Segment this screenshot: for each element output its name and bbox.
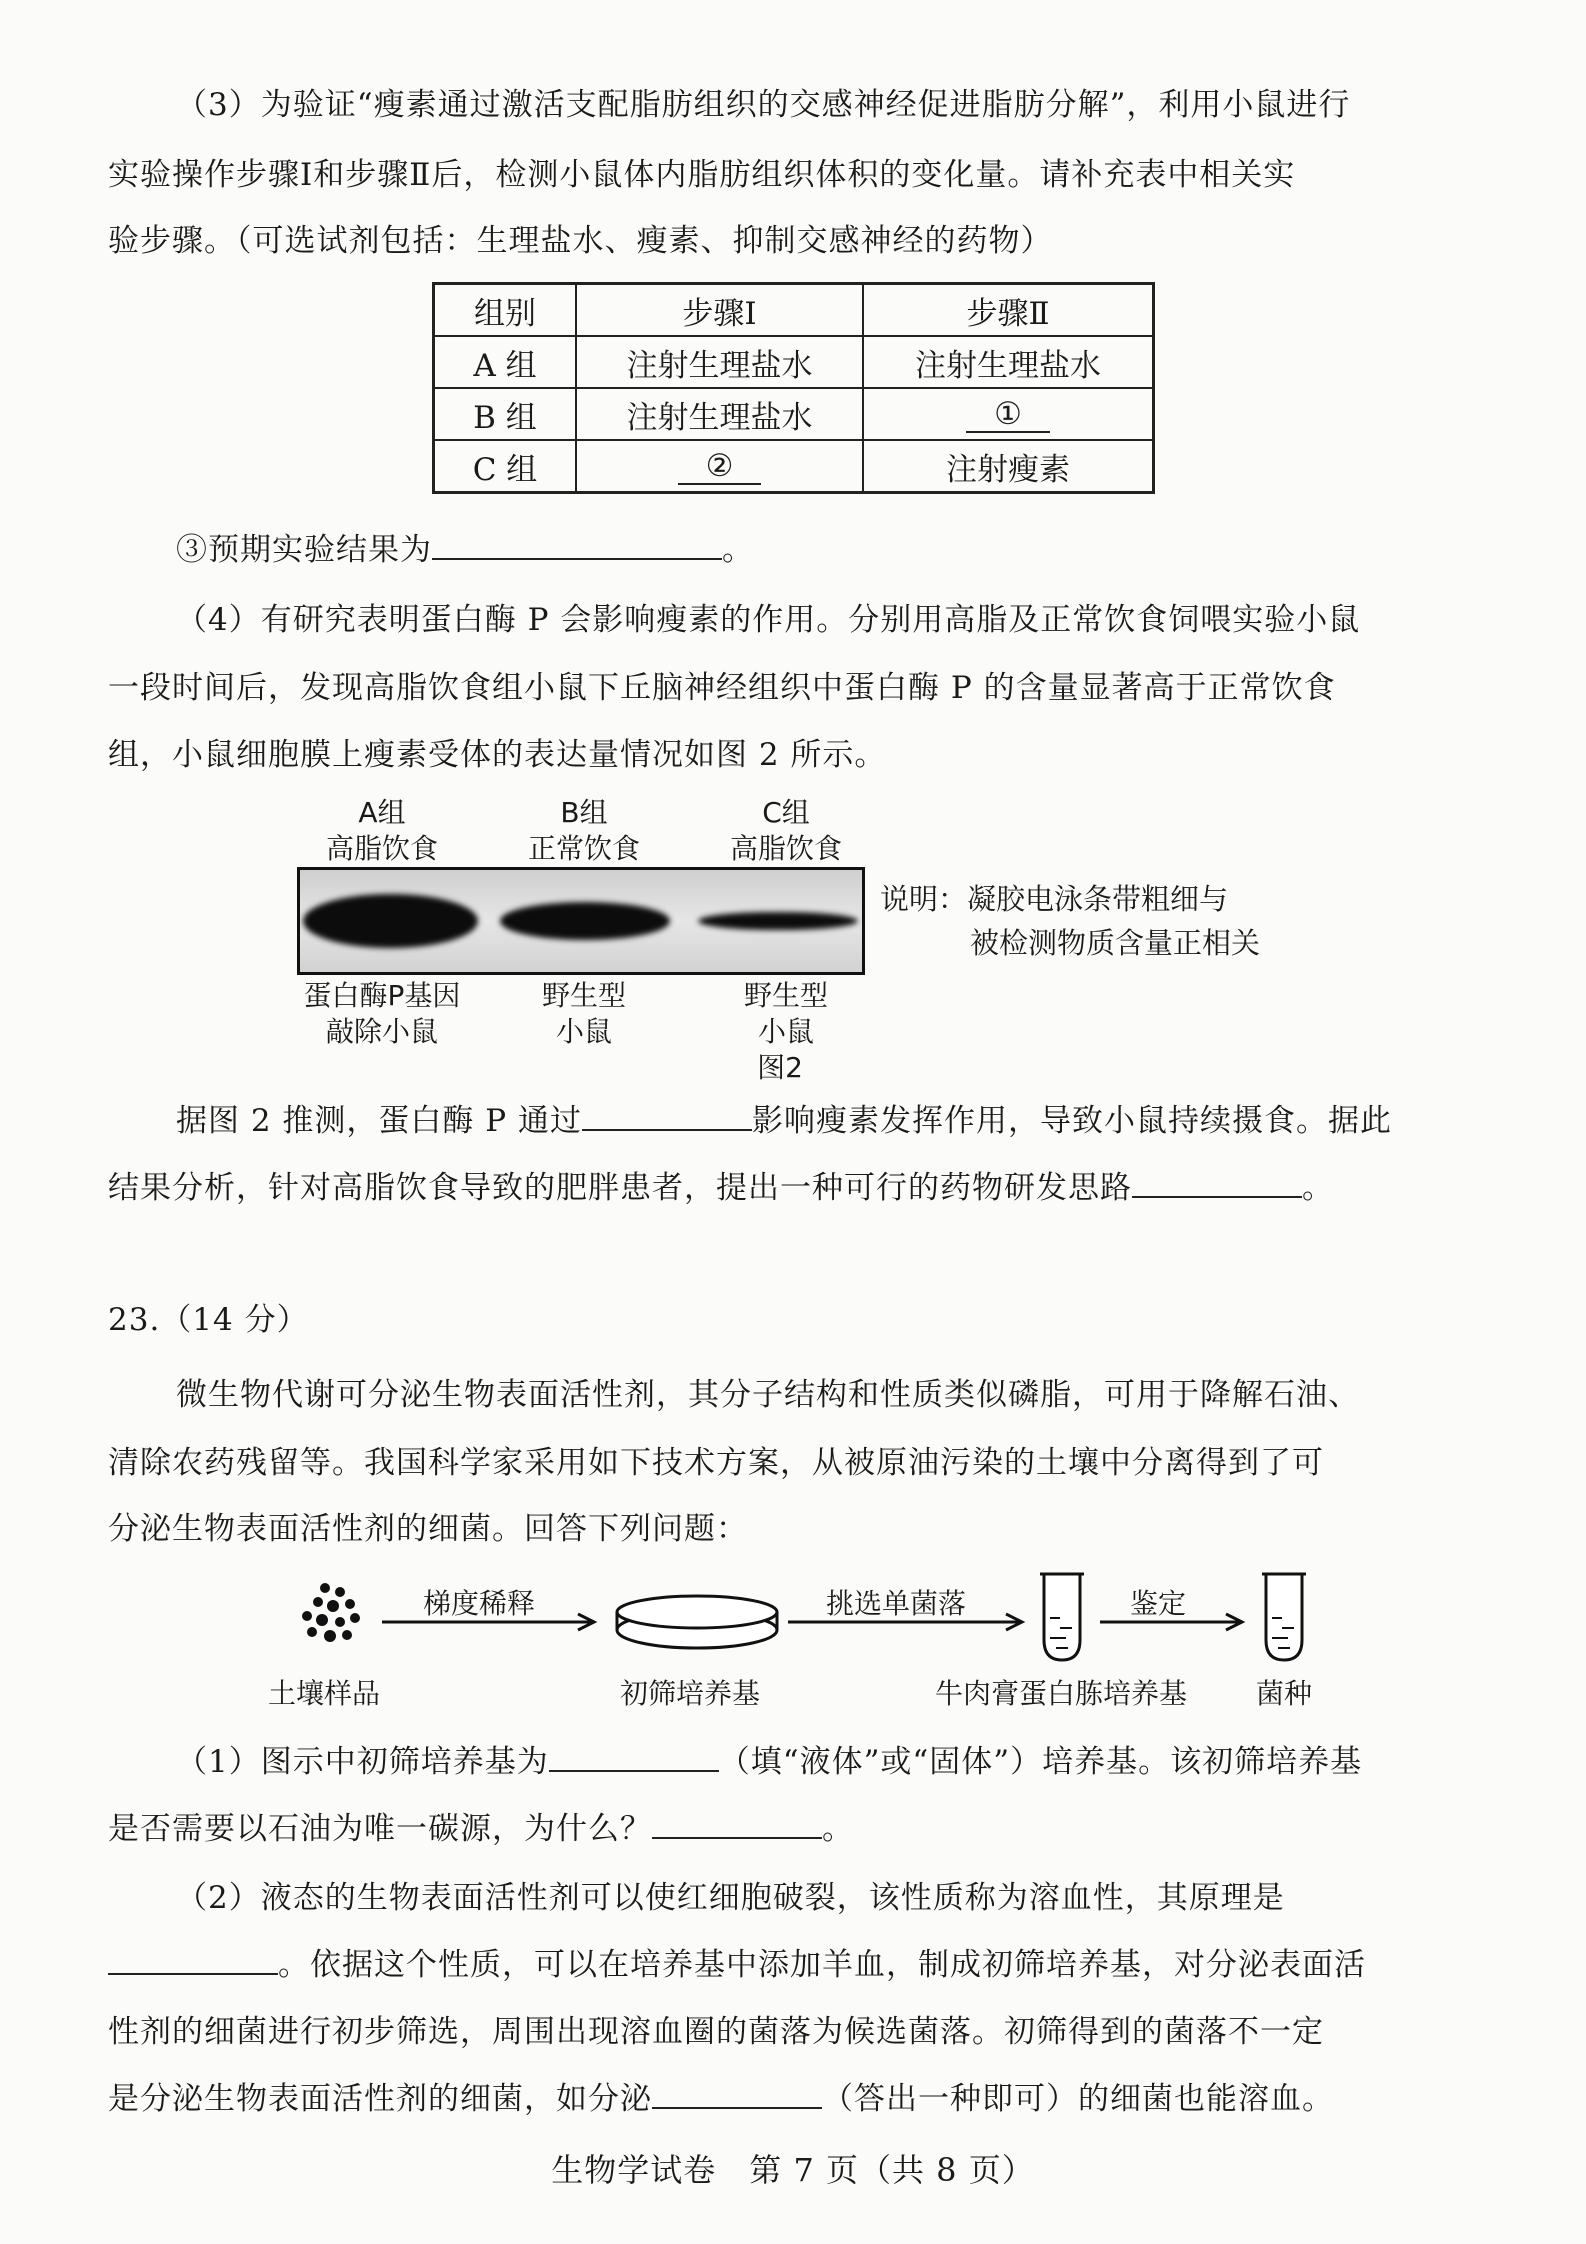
q23-intro-line1: 微生物代谢可分泌生物表面活性剂，其分子结构和性质类似磷脂，可用于降解石油、 — [176, 1377, 1360, 1413]
arrow-label: 鉴定 — [1130, 1587, 1187, 1620]
q23-intro-line2: 清除农药残留等。我国科学家采用如下技术方案，从被原油污染的土壤中分离得到了可 — [108, 1445, 1324, 1481]
q23-intro-line3: 分泌生物表面活性剂的细菌。回答下列问题： — [108, 1511, 748, 1547]
test-tube-icon — [1262, 1574, 1306, 1660]
table-header-cell: 步骤Ⅱ — [863, 284, 1154, 337]
q22-p3-line1: （3）为验证“瘦素通过激活支配脂肪组织的交感神经促进脂肪分解”，利用小鼠进行 — [176, 87, 1351, 123]
gel-band-b — [500, 902, 670, 940]
table-cell: 注射瘦素 — [863, 440, 1154, 493]
gel-electrophoresis-image — [297, 867, 865, 975]
table-cell: A 组 — [434, 336, 577, 388]
diet-label: 正常饮食 — [527, 832, 640, 865]
item-label: 牛肉膏蛋白胨培养基 — [935, 1677, 1188, 1710]
flow-diagram-graphics — [0, 1570, 1586, 1700]
q22-p3-line2: 实验操作步骤Ⅰ和步骤Ⅱ后，检测小鼠体内脂肪组织体积的变化量。请补充表中相关实 — [108, 157, 1296, 193]
table-cell: 注射生理盐水 — [576, 336, 863, 388]
item-label: 土壤样品 — [268, 1677, 381, 1710]
group-name: A组 — [358, 796, 406, 829]
test-tube-icon — [1040, 1574, 1084, 1660]
q23-q2-line3: 性剂的细菌进行初步筛选，周围出现溶血圈的菌落为候选菌落。初筛得到的菌落不一定 — [108, 2014, 1324, 2050]
answer-blank-6 — [549, 1738, 719, 1772]
diet-label: 高脂饮食 — [325, 832, 438, 865]
q23-q2-line4 — [108, 2064, 1478, 2134]
period: 。 — [722, 532, 754, 568]
answer-blank-2: ② — [678, 449, 762, 485]
gel-lane-bottom-label — [504, 978, 664, 1050]
figure-caption: 图2 — [757, 1051, 803, 1084]
answer-blank-8 — [108, 1941, 278, 1975]
q23-q2-line2 — [108, 1930, 1478, 2000]
expected-result-text: ③预期实验结果为 — [176, 532, 432, 568]
table-cell — [863, 388, 1154, 440]
q22-p4-line3: 组，小鼠细胞膜上瘦素受体的表达量情况如图 2 所示。 — [108, 737, 887, 773]
gel-lane-top-label — [504, 795, 664, 867]
diet-label: 高脂饮食 — [729, 832, 842, 865]
soil-sample-icon — [302, 1583, 360, 1642]
question-text: 影响瘦素发挥作用，导致小鼠持续摄食。据此 — [752, 1103, 1392, 1139]
arrow-label: 挑选单菌落 — [826, 1587, 967, 1620]
q22-p3-line3: 验步骤。（可选试剂包括：生理盐水、瘦素、抑制交感神经的药物） — [108, 223, 1053, 259]
gel-note — [880, 877, 1260, 965]
arrow-label: 梯度稀释 — [423, 1587, 536, 1620]
q23-heading: 23.（14 分） — [108, 1302, 309, 1338]
gel-lane-top-label — [302, 795, 462, 867]
q23-q2-line1: （2）液态的生物表面活性剂可以使红细胞破裂，该性质称为溶血性，其原理是 — [176, 1880, 1285, 1916]
table-header-cell: 步骤Ⅰ — [576, 284, 863, 337]
table-cell: C 组 — [434, 440, 577, 493]
gel-lane-top-label — [706, 795, 866, 867]
question-text: 是分泌生物表面活性剂的细菌，如分泌 — [108, 2081, 652, 2117]
period: 。 — [1302, 1170, 1334, 1206]
gel-band-a — [303, 894, 478, 948]
q22-p4-question-line2 — [108, 1153, 1478, 1223]
q22-p4-question-line1 — [108, 1086, 1478, 1156]
mouse-type: 小鼠 — [757, 1015, 814, 1048]
mouse-type: 小鼠 — [555, 1015, 612, 1048]
table-cell: B 组 — [434, 388, 577, 440]
gel-lane-bottom-label — [282, 978, 482, 1050]
question-text: 结果分析，针对高脂饮食导致的肥胖患者，提出一种可行的药物研发思路 — [108, 1170, 1132, 1206]
q23-q1-line1 — [108, 1727, 1478, 1797]
answer-blank-4 — [582, 1097, 752, 1131]
gel-band-c — [698, 912, 858, 931]
mouse-type: 蛋白酶P基因 — [303, 979, 461, 1012]
table-cell — [576, 440, 863, 493]
question-text: 。依据这个性质，可以在培养基中添加羊血，制成初筛培养基，对分泌表面活 — [278, 1947, 1366, 1983]
steps-table — [432, 282, 1155, 494]
q23-q1-line2 — [108, 1794, 1478, 1864]
question-text: 是否需要以石油为唯一碳源，为什么？ — [108, 1811, 652, 1847]
q22-expected-result — [108, 515, 1478, 585]
group-name: C组 — [762, 796, 810, 829]
mouse-type: 敲除小鼠 — [325, 1015, 438, 1048]
question-text: （填“液体”或“固体”）培养基。该初筛培养基 — [718, 1744, 1363, 1780]
group-name: B组 — [560, 796, 608, 829]
mouse-type: 野生型 — [541, 979, 626, 1012]
item-label: 菌种 — [1256, 1677, 1313, 1710]
table-row — [434, 336, 1154, 388]
answer-blank-1: ① — [966, 397, 1050, 433]
answer-blank-5 — [1132, 1164, 1302, 1198]
table-row — [434, 440, 1154, 493]
mouse-type: 野生型 — [743, 979, 828, 1012]
page-footer: 生物学试卷 第 7 页（共 8 页） — [551, 2151, 1035, 2189]
table-header-cell: 组别 — [434, 284, 577, 337]
answer-blank-7 — [652, 1805, 822, 1839]
gel-lane-bottom-label — [706, 978, 866, 1050]
petri-dish-icon — [617, 1596, 777, 1648]
q22-p4-line1: （4）有研究表明蛋白酶 P 会影响瘦素的作用。分别用高脂及正常饮食饲喂实验小鼠 — [176, 602, 1361, 638]
question-text: 据图 2 推测，蛋白酶 P 通过 — [176, 1103, 582, 1139]
table-row — [434, 388, 1154, 440]
note-line: 被检测物质含量正相关 — [970, 926, 1261, 960]
table-cell: 注射生理盐水 — [576, 388, 863, 440]
period: 。 — [822, 1811, 854, 1847]
table-cell: 注射生理盐水 — [863, 336, 1154, 388]
note-line: 说明：凝胶电泳条带粗细与 — [880, 882, 1229, 916]
answer-blank-9 — [652, 2075, 822, 2109]
q22-p4-line2: 一段时间后，发现高脂饮食组小鼠下丘脑神经组织中蛋白酶 P 的含量显著高于正常饮食 — [108, 670, 1336, 706]
item-label: 初筛培养基 — [620, 1677, 761, 1710]
question-text: （1）图示中初筛培养基为 — [176, 1744, 549, 1780]
question-text: （答出一种即可）的细菌也能溶血。 — [822, 2081, 1334, 2117]
table-header-row — [434, 284, 1154, 337]
answer-blank-3 — [432, 526, 722, 560]
